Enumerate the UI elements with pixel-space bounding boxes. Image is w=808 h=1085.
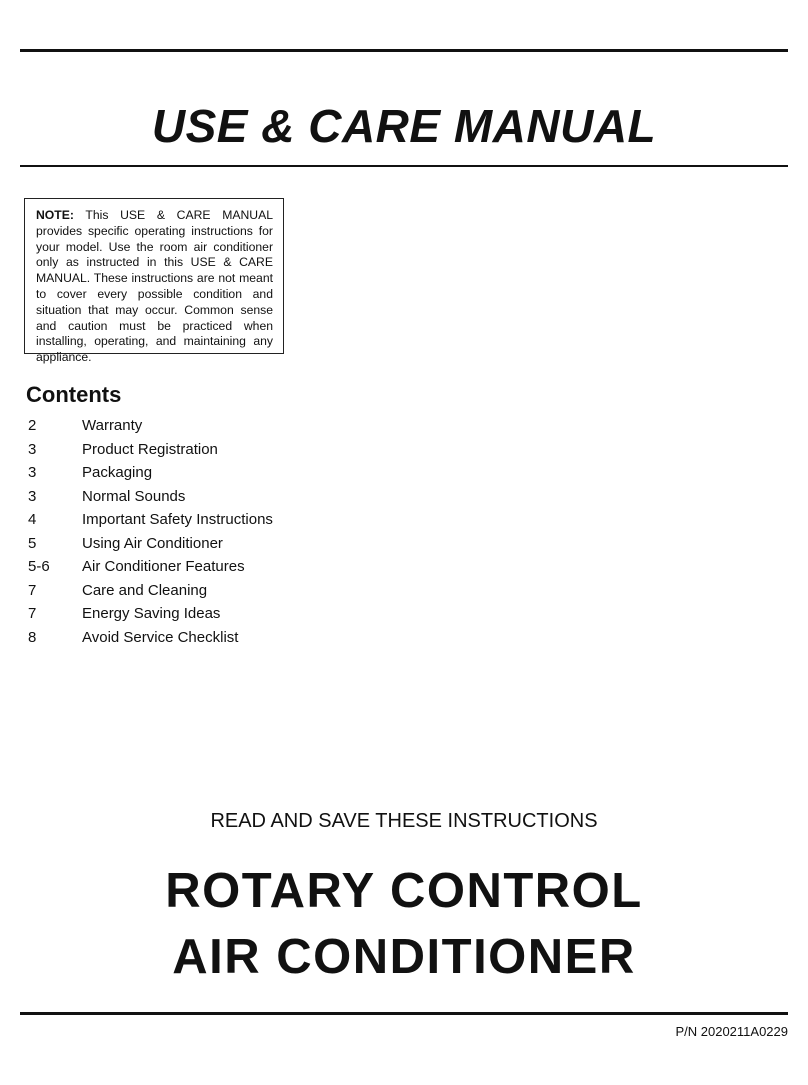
read-save-notice: READ AND SAVE THESE INSTRUCTIONS xyxy=(210,810,598,832)
contents-item-title: Product Registration xyxy=(82,440,218,458)
contents-item-service-checklist xyxy=(28,626,273,650)
contents-item-safety-instructions xyxy=(28,508,273,532)
contents-item-title: Warranty xyxy=(82,417,143,434)
product-title-line-1: ROTARY CONTROL xyxy=(165,864,643,918)
manual-title: USE & CARE MANUAL xyxy=(151,100,657,152)
contents-heading: Contents xyxy=(26,382,122,407)
contents-page-number: 5 xyxy=(28,534,37,552)
contents-item-title: Care and Cleaning xyxy=(82,581,208,599)
contents-page-number: 3 xyxy=(28,440,37,458)
contents-page-number: 5-6 xyxy=(28,558,50,575)
contents-item-title: Avoid Service Checklist xyxy=(82,628,239,646)
contents-item-normal-sounds xyxy=(28,485,273,509)
contents-item-packaging xyxy=(28,461,273,485)
contents-page-number: 8 xyxy=(28,628,37,646)
bottom-rule xyxy=(20,1012,788,1015)
contents-page-number: 2 xyxy=(28,417,37,434)
contents-item-product-registration xyxy=(28,438,273,462)
product-title-line-2: AIR CONDITIONER xyxy=(172,930,636,984)
contents-item-title: Using Air Conditioner xyxy=(82,534,223,552)
contents-item-features xyxy=(28,555,273,579)
contents-item-title: Packaging xyxy=(82,464,153,481)
contents-page-number: 3 xyxy=(28,464,37,481)
note-text: This USE & CARE MANUAL provides specific operating instructions for your model. Use the room air conditioner only as instructed in this USE & CARE MANUAL. These instructions are not meant to cover every possible condition and situation that may occur. Common sense and caution must be practiced when installing, operating, and maintaining any appliance. xyxy=(36,208,273,365)
contents-item-title: Normal Sounds xyxy=(82,487,186,505)
contents-list xyxy=(28,414,273,649)
note-label: NOTE: xyxy=(36,208,74,222)
note-box xyxy=(24,198,284,365)
contents-item-using-air-conditioner xyxy=(28,532,273,556)
contents-page-number: 3 xyxy=(28,487,37,505)
contents-item-title: Energy Saving Ideas xyxy=(82,605,221,622)
contents-item-title: Important Safety Instructions xyxy=(82,511,273,528)
contents-page-number: 4 xyxy=(28,511,37,528)
top-rule xyxy=(20,49,788,52)
part-number: P/N 2020211A0229 xyxy=(675,1024,788,1039)
contents-page-number: 7 xyxy=(28,581,37,599)
contents-item-warranty xyxy=(28,414,273,438)
contents-item-title: Air Conditioner Features xyxy=(82,558,245,575)
contents-item-energy-saving xyxy=(28,602,273,626)
contents-page-number: 7 xyxy=(28,605,37,622)
title-divider xyxy=(20,165,788,167)
contents-item-care-cleaning xyxy=(28,579,273,603)
product-title xyxy=(0,858,808,990)
